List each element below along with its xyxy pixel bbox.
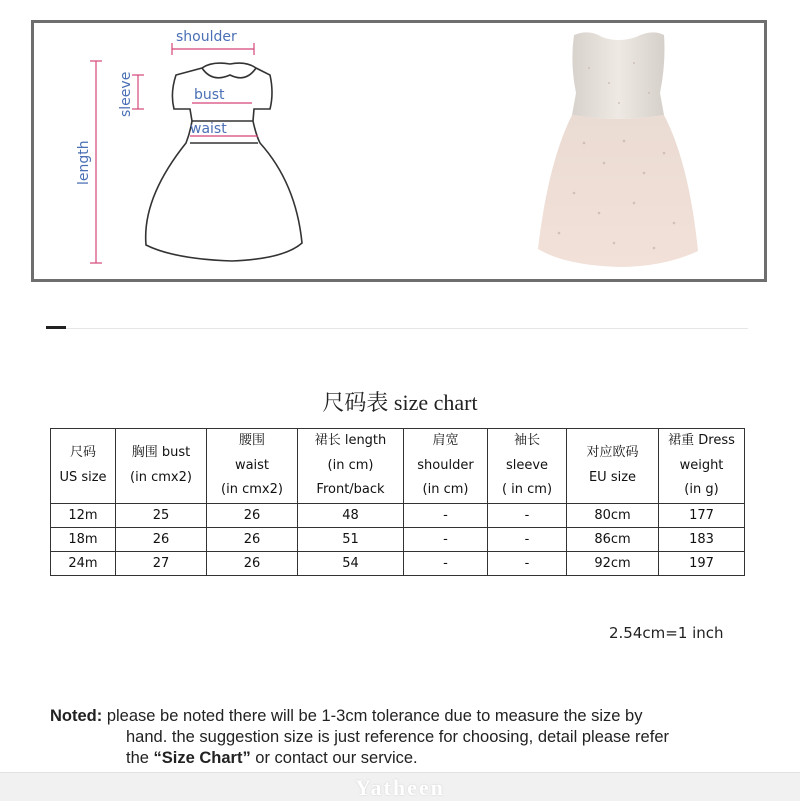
size-chart-title: 尺码表 size chart <box>322 390 478 415</box>
note-line3 <box>50 748 760 769</box>
length-label: length <box>76 140 92 185</box>
divider-accent <box>46 326 66 329</box>
table-cell: 18m <box>51 527 116 551</box>
table-cell: 26 <box>116 527 207 551</box>
table-cell: 54 <box>298 551 404 575</box>
table-cell: - <box>404 551 488 575</box>
table-cell: 27 <box>116 551 207 575</box>
table-cell: 24m <box>51 551 116 575</box>
table-cell: 48 <box>298 503 404 527</box>
sleeve-label: sleeve <box>118 71 134 117</box>
shoulder-label: shoulder <box>176 29 237 45</box>
size-chart-reference: “Size Chart” <box>153 749 251 767</box>
size-chart-table <box>50 428 745 576</box>
table-cell: - <box>404 503 488 527</box>
header-bust: 胸围 bust (in cmx2) <box>116 429 207 504</box>
table-cell: 25 <box>116 503 207 527</box>
product-hero-panel <box>31 20 767 282</box>
measurement-diagram <box>34 23 334 279</box>
bust-label: bust <box>194 87 225 103</box>
table-cell: 86cm <box>567 527 659 551</box>
table-cell: 26 <box>207 527 298 551</box>
header-shoulder: 肩宽 shoulder (in cm) <box>404 429 488 504</box>
table-row <box>51 527 745 551</box>
watermark-band <box>0 772 800 801</box>
table-cell: 26 <box>207 551 298 575</box>
table-cell: - <box>488 527 567 551</box>
note-line3-suffix: or contact our service. <box>250 749 418 767</box>
table-cell: 51 <box>298 527 404 551</box>
unit-conversion-note: 2.54cm=1 inch <box>609 624 724 642</box>
dress-photo <box>514 23 764 279</box>
table-cell: 26 <box>207 503 298 527</box>
header-length: 裙长 length (in cm) Front/back <box>298 429 404 504</box>
table-cell: 12m <box>51 503 116 527</box>
table-cell: - <box>488 503 567 527</box>
table-row <box>51 551 745 575</box>
note-line3-prefix: the <box>126 749 154 767</box>
table-cell: 80cm <box>567 503 659 527</box>
header-us-size: 尺码 US size <box>51 429 116 504</box>
table-cell: 183 <box>659 527 745 551</box>
note-line1-text: please be noted there will be 1-3cm tolerance due to measure the size by <box>102 707 643 725</box>
divider <box>60 328 748 329</box>
tolerance-note <box>50 706 760 769</box>
dress-bodice <box>572 32 665 119</box>
dress-skirt <box>538 115 698 267</box>
table-cell: 92cm <box>567 551 659 575</box>
table-row <box>51 503 745 527</box>
collar <box>202 68 256 78</box>
header-weight: 裙重 Dress weight (in g) <box>659 429 745 504</box>
waist-label: waist <box>190 121 227 137</box>
header-eu-size: 对应欧码 EU size <box>567 429 659 504</box>
brand-watermark: Yatheen <box>355 775 445 800</box>
header-sleeve: 袖长 sleeve ( in cm) <box>488 429 567 504</box>
table-cell: - <box>488 551 567 575</box>
note-label: Noted: <box>50 707 103 725</box>
table-cell: - <box>404 527 488 551</box>
table-cell: 177 <box>659 503 745 527</box>
header-waist: 腰围 waist (in cmx2) <box>207 429 298 504</box>
table-cell: 197 <box>659 551 745 575</box>
note-line2: hand. the suggestion size is just reference for choosing, detail please refer <box>126 728 669 746</box>
table-header-row <box>51 429 745 504</box>
